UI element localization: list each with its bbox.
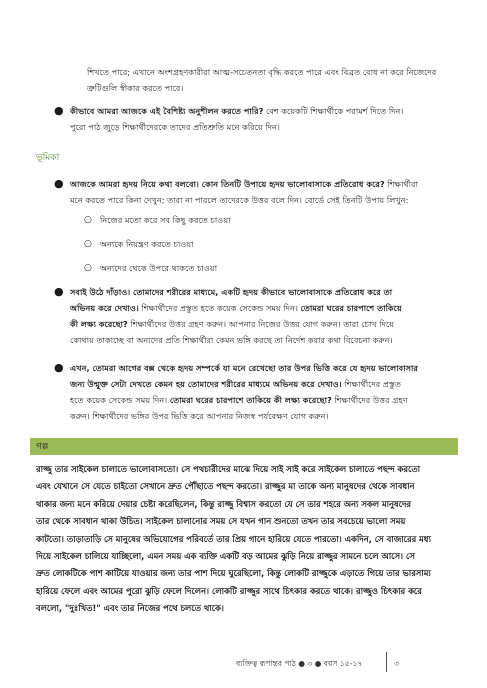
section-header-story xyxy=(30,438,458,455)
story-line: রাজ্জু তার সাইকেল চালাতে ভালোবাসতো। সে পথচারীদের মাঝে দিয়ে সাই সাই করে সাইকেল চালাতে পছন্দ করতো xyxy=(36,464,421,474)
bullet-dot: ● xyxy=(54,361,64,374)
section-label-intro: ভূমিকা xyxy=(36,153,60,163)
story-paragraph xyxy=(36,461,454,618)
story-line: বললো, "দুঃখিত!" এবং তার নিজের পথে চলতে থাকে। xyxy=(36,603,224,614)
intro-line-1: শিখতে পারে; এখানে অংশগ্রহণকারীরা আত্ম-সচেতনতা বৃদ্ধি করতে পারে এবং বিব্রত বোধ না করে নিজেদের xyxy=(87,67,437,77)
page-number: ৩ xyxy=(394,659,399,668)
story-line: হারিয়ে ফেলে এবং আমের পুরো ঝুড়ি ফেলে দিলেন। লোকটি রাজ্জুর সাথে চিৎকার করতে থাকে। রাজ্জুও চিৎকার করে xyxy=(36,585,422,596)
circle-bullet-icon: ○ xyxy=(84,239,92,249)
intro-line-2: ত্রুটিগুলি স্বীকার করতে পারে। xyxy=(87,83,184,93)
bullet-heart-resist: ● আজকে আমরা হৃদয় নিয়ে কথা বলবো। কোন তিনটি উপায়ে হৃদয় ভালোবাসাকে প্রতিরোধ করে? শিক্ষার্থীরা মনে করতে পারে কিনা দেখুন; তারা না পারলে তাদেরকে উত্তর বলে দিন। বোর্ডে সেই তিনটি উপায় লিখুন: xyxy=(54,177,418,205)
bullet-dot: ● xyxy=(54,104,64,117)
story-line: দিয়ে সাইকেল চালিয়ে যাচ্ছিলো, এমন সময় এক ব্যক্তি একটি বড় আমের ঝুড়ি নিয়ে রাজ্জুর সামনে চলে আসে। সে xyxy=(36,551,415,562)
footer-divider xyxy=(386,652,387,672)
story-line: দ্রুত লোকটিকে পাশ কাটিয়ে যাওয়ার জন্য তার পাশ দিয়ে ঘুরেছিলো, কিন্তু লোকটি রাজ্জুকে এড়াতে গিয়ে তার ভারসাম্য xyxy=(36,568,431,579)
footer-title: ব্যক্তিত্ব রূপান্তর পাঠ ● ৩ ● বয়স ১৫-১৭ xyxy=(236,659,363,668)
bullet-dot: ● xyxy=(54,285,64,298)
bullet-open-heart: ● এখন, তোমরা আগের বক্স থেকে হৃদয় সম্পর্কে যা মনে রেখেছো তার উপর ভিত্তি করে যে হৃদয় ভালোবাসার জন্য উন্মুক্ত সেটা দেখতে কেমন হয় তোমাদের শরীরের মাধ্যমে অভিনয় করে দেখাও। শিক্ষার্থীদের প্রস্তুত হতে কয়েক সেকেন্ড সময় দিন। তোমরা ঘরের চারপাশে তাকিয়ে কী লক্ষ্য করেছো? শিক্ষার্থীদের উত্তর গ্রহণ করুন। শিক্ষার্থীদের ভঙ্গির উপর ভিত্তি করে আপনার নিজস্ব পর্যবেক্ষণ যোগ করুন। xyxy=(54,361,418,421)
circle-bullet-icon: ○ xyxy=(84,263,92,273)
section-label-story: গল্প xyxy=(36,442,49,452)
story-line: থাকার জন্য মনে করিয়ে দেয়ার চেষ্টা করেছিলেন, কিন্তু রাজ্জু বিশ্বাস করতো যে সে তার শহরে অন্য সকল মানুষদের xyxy=(36,498,412,509)
bullet-stand-up: ● সবাই উঠে দাঁড়াও। তোমাদের শরীরের মাধ্যমে, একটি হৃদয় কীভাবে ভালোবাসাকে প্রতিরোধ করে তা অভিনয় করে দেখাও। শিক্ষার্থীদের প্রস্তুত হতে কয়েক সেকেন্ড সময় দিন। তোমরা ঘরের চারপাশে তাকিয়ে কী লক্ষ্য করেছো? শিক্ষার্থীদের উত্তর গ্রহণ করুন। আপনার নিজের উত্তর যোগ করুন। তারা চোখ দিয়ে কোথায় তাকাচ্ছে বা অন্যদের প্রতি শিক্ষার্থীরা কেমন ভঙ্গি করছে তা নির্দেশ করার কথা বিবেচনা করুন। xyxy=(54,285,402,345)
bullet-practice: ● কীভাবে আমরা আজকে এই বৈশিষ্ট্য অনুশীলন করতে পারি? বেশ কয়েকটি শিক্ষার্থীকে পরামর্শ দিতে দিন। পুরো পাঠ জুড়ে শিক্ষার্থীদেরকে তাদের প্রতিশ্রুতি মনে করিয়ে দিন। xyxy=(54,104,404,132)
story-line: এবং যেখানে সে যেতে চাইতো সেখানে দ্রুত পৌঁছাতে পছন্দ করতো। রাজ্জুর মা তাকে অন্য মানুষদের থেকে সাবধান xyxy=(36,481,415,492)
sub-item-1: ○ নিজের মতো করে সব কিছু করতে চাওয়া xyxy=(100,212,231,228)
bullet-dot: ● xyxy=(54,177,64,190)
story-line: তার থেকে সাবধান থাকা উচিত। সাইকেল চালানোর সময় সে যখন গান শুনতো তখন তার সবচেয়ে ভালো সময় xyxy=(36,516,406,527)
story-line: কাটতো। তাড়াতাড়ি সে মানুষের অভিযোগের পরিবর্তে তার প্রিয় গানে হারিয়ে যেতে পারতো। একদিন, সে বাজারের মধ্য xyxy=(36,533,431,544)
sub-item-2: ○ অন্যকে নিয়ন্ত্রণ করতে চাওয়া xyxy=(100,236,194,252)
circle-bullet-icon: ○ xyxy=(84,215,92,225)
sub-item-3: ○ অন্যদের থেকে উপরে থাকতে চাওয়া xyxy=(100,260,217,276)
